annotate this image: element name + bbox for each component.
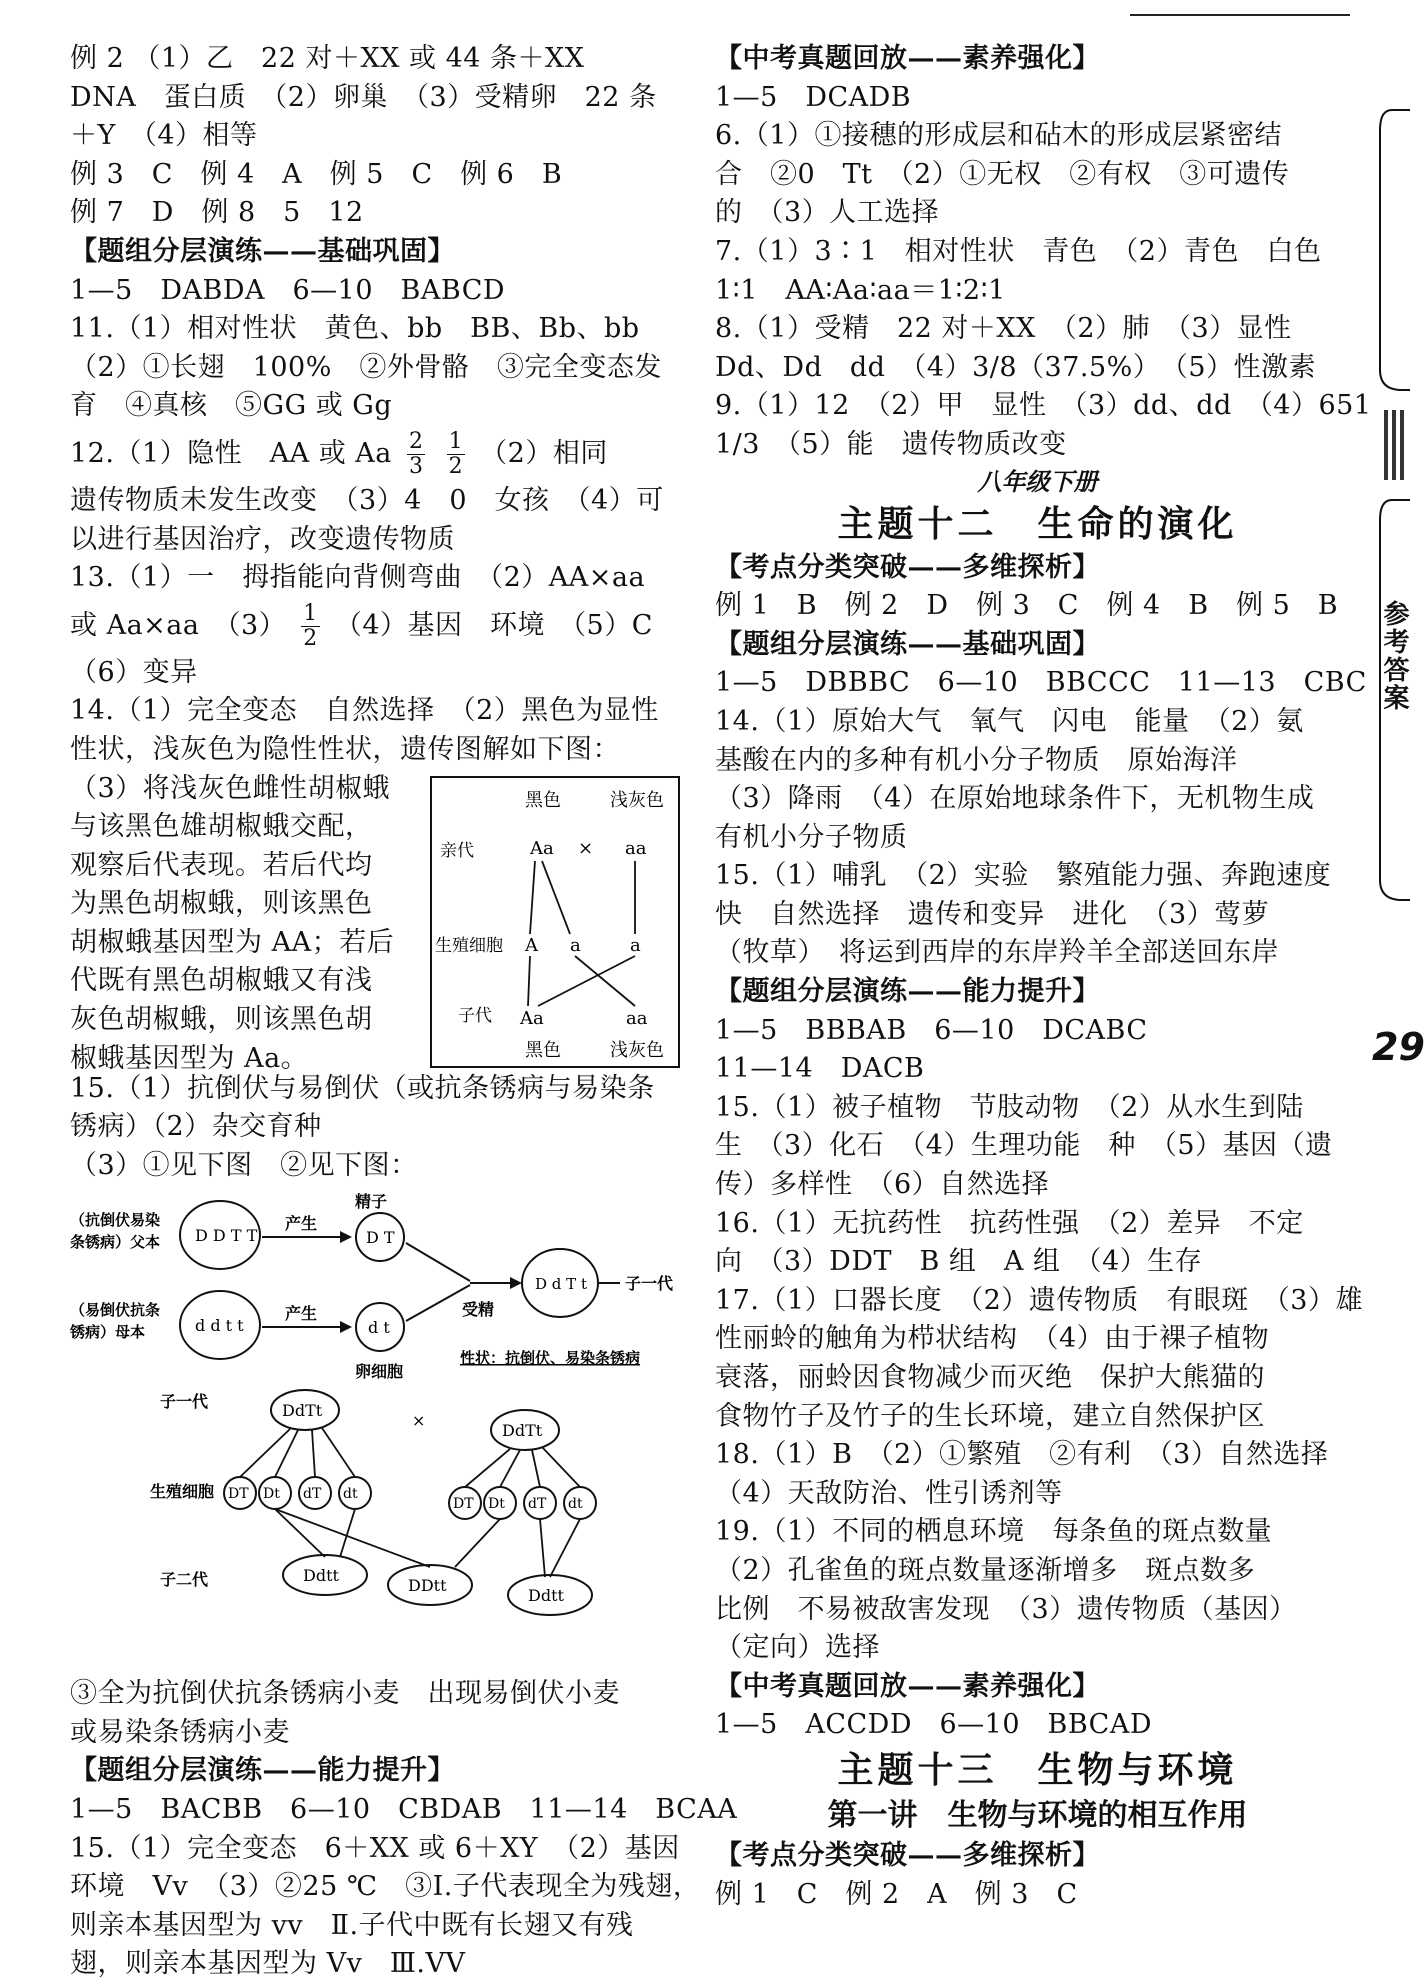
gamete-genotype: dt xyxy=(343,1486,358,1503)
left-column xyxy=(70,40,738,1984)
q15-father-genes: D D T T xyxy=(195,1226,258,1246)
left-lines-3 xyxy=(70,654,690,770)
q15-f1-genotype-2: DdTt xyxy=(502,1421,543,1441)
q14-label-grey: 浅灰色 xyxy=(610,789,664,811)
gamete-genotype: Dt xyxy=(263,1486,280,1503)
q15-cross-diagram xyxy=(70,1185,710,1665)
q14-row-gametes: 生殖细胞 xyxy=(435,935,503,956)
q15-f1-cross: × xyxy=(412,1411,426,1431)
text-line: 15.（1）抗倒伏与易倒伏（或抗条锈病与易染条 xyxy=(70,1072,655,1104)
right-lines-1 xyxy=(715,40,1372,465)
q15-sperm-genes: D T xyxy=(366,1228,395,1248)
text-line: 14.（1）原始大气 氧气 闪电 能量 （2）氨 xyxy=(715,705,1304,737)
gamete-genotype: dT xyxy=(303,1486,322,1503)
q14-row-offspring: 子代 xyxy=(458,1005,492,1026)
q12-text-b: （2）相同 xyxy=(480,437,608,469)
text-line: （6）变异 xyxy=(70,656,198,688)
topic-12-heading: 主题十二 生命的演化 xyxy=(837,502,1238,545)
text-line: 15.（1）被子植物 节肢动物 （2）从水生到陆 xyxy=(715,1091,1304,1123)
q15-father-label-2: 条锈病）父本 xyxy=(70,1233,161,1252)
q15-f2-offspring xyxy=(283,1555,592,1615)
text-line: 16.（1）无抗药性 抗药性强 （2）差异 不定 xyxy=(715,1207,1304,1239)
text-line: 11—14 DACB xyxy=(715,1053,925,1085)
text-line: （3）降雨 （4）在原始地球条件下，无机物生成 xyxy=(715,783,1315,815)
left-lines-5 xyxy=(70,1675,738,1984)
gamete-genotype: Dt xyxy=(488,1496,505,1513)
text-line: （2）孔雀鱼的斑点数量逐渐增多 斑点数多 xyxy=(715,1554,1256,1586)
q15-father-label-1: （抗倒伏易染 xyxy=(70,1211,161,1230)
text-line: 例 1 C 例 2 A 例 3 C xyxy=(715,1878,1078,1910)
text-line: 1—5 DABDA 6—10 BABCD xyxy=(70,274,506,306)
text-line: 或易染条锈病小麦 xyxy=(70,1716,290,1748)
text-line: 19.（1）不同的栖息环境 每条鱼的斑点数量 xyxy=(715,1516,1273,1548)
q13-fraction: $\frac{1}{2}$ xyxy=(303,600,318,651)
q15-f1-genotype-1: DdTt xyxy=(282,1401,323,1421)
left-lines-4 xyxy=(70,1070,690,1186)
text-line: （定向）选择 xyxy=(715,1632,880,1664)
text-line: DNA 蛋白质 （2）卵巢 （3）受精卵 22 条 xyxy=(70,81,657,113)
text-line: （4）天敌防治、性引诱剂等 xyxy=(715,1477,1063,1509)
q15-row-gametes: 生殖细胞 xyxy=(150,1482,215,1502)
text-line: 与该黑色雄胡椒蛾交配， xyxy=(70,811,373,843)
text-line: 【题组分层演练——基础巩固】 xyxy=(70,235,455,267)
q15-egg-label: 卵细胞 xyxy=(355,1362,404,1382)
q14-arrows xyxy=(528,861,635,1006)
text-line: 锈病）（2）杂交育种 xyxy=(70,1111,322,1143)
text-line: 15.（1）哺乳 （2）实验 繁殖能力强、奔跑速度 xyxy=(715,860,1332,892)
q12-text-a: 12.（1）隐性 AA 或 Aa xyxy=(70,437,392,469)
text-line: （2）①长翅 100% ②外骨骼 ③完全变态发 xyxy=(70,351,662,383)
page-number: 29 xyxy=(1372,1025,1425,1069)
grade-heading: 八年级下册 xyxy=(977,466,1098,496)
q14-parent-1: Aa xyxy=(530,837,554,859)
text-line: 18.（1）B （2）①繁殖 ②有利 （3）自然选择 xyxy=(715,1439,1329,1471)
q14-inheritance-diagram xyxy=(430,776,680,1068)
text-line: 【中考真题回放——素养强化】 xyxy=(715,1670,1100,1702)
text-line: （3）①见下图 ②见下图： xyxy=(70,1149,418,1181)
text-line: 合 ②0 Tt （2）①无权 ②有权 ③可遗传 xyxy=(715,158,1290,190)
text-line: 则亲本基因型为 vv Ⅱ.子代中既有长翅又有残 xyxy=(70,1909,634,1941)
q13-line xyxy=(70,598,690,654)
q13-text-b: （4）基因 环境 （5）C xyxy=(334,609,653,641)
text-line: 代既有黑色胡椒蛾又有浅 xyxy=(70,965,373,997)
text-line: 【考点分类突破——多维探析】 xyxy=(715,551,1100,583)
q15-produce-1: 产生 xyxy=(285,1214,318,1234)
text-line: 1/3 （5）能 遗传物质改变 xyxy=(715,428,1067,460)
gamete-genotype: DT xyxy=(453,1496,474,1513)
text-line: 椒蛾基因型为 Aa。 xyxy=(70,1042,309,1074)
q15-row-f1: 子一代 xyxy=(160,1392,209,1412)
text-line: 灰色胡椒蛾，则该黑色胡 xyxy=(70,1004,373,1036)
lecture-1-heading: 第一讲 生物与环境的相互作用 xyxy=(827,1797,1248,1833)
text-line: 7.（1）3∶1 相对性状 青色 （2）青色 白色 xyxy=(715,235,1322,267)
right-lines-3 xyxy=(715,1837,1360,1914)
q15-gametes-left xyxy=(224,1477,371,1509)
q15-mother-genes: d d t t xyxy=(195,1316,244,1336)
q15-gametes-right xyxy=(449,1487,596,1519)
text-line: 生 （3）化石 （4）生理功能 种 （5）基因（遗 xyxy=(715,1130,1333,1162)
text-line: 为黑色胡椒蛾，则该黑色 xyxy=(70,888,373,920)
text-line: Dd、Dd dd （4）3/8（37.5%） （5）性激素 xyxy=(715,351,1317,383)
text-line: 以进行基因治疗，改变遗传物质 xyxy=(70,523,455,555)
q15-row-f2: 子二代 xyxy=(160,1570,209,1590)
q15-mother-label-2: 锈病）母本 xyxy=(70,1323,146,1342)
text-line: 有机小分子物质 xyxy=(715,821,908,853)
q14-child-1: Aa xyxy=(520,1007,544,1029)
gamete-genotype: dT xyxy=(528,1496,547,1513)
text-line: 食物竹子及竹子的生长环境，建立自然保护区 xyxy=(715,1400,1265,1432)
side-tab xyxy=(1372,110,1410,910)
q14-label-black: 黑色 xyxy=(525,789,561,811)
q12-fraction-1: $\frac{2}{3}$ xyxy=(408,428,424,479)
q14-parent-2: aa xyxy=(625,837,647,859)
text-line: 基酸在内的多种有机小分子物质 原始海洋 xyxy=(715,744,1238,776)
side-label: 参考答案 xyxy=(1379,600,1409,712)
q14-gamete-2: a xyxy=(570,934,581,956)
q14-row-parents: 亲代 xyxy=(440,840,474,861)
q15-produce-2: 产生 xyxy=(285,1304,318,1324)
text-line: 遗传物质未发生改变 （3）4 0 女孩 （4）可 xyxy=(70,484,664,516)
q14-gamete-1: A xyxy=(525,934,538,956)
top-rule xyxy=(1130,14,1350,16)
text-line: 1—5 BBBAB 6—10 DCABC xyxy=(715,1014,1148,1046)
text-line: 6.（1）①接穗的形成层和砧木的形成层紧密结 xyxy=(715,120,1282,152)
q15-sperm-label: 精子 xyxy=(355,1192,388,1212)
right-column xyxy=(715,40,1372,1914)
q15-f1-label: 子一代 xyxy=(625,1274,674,1294)
q14-child-2-trait: 浅灰色 xyxy=(610,1039,664,1061)
text-line: 观察后代表现。若后代均 xyxy=(70,849,373,881)
q14-gamete-3: a xyxy=(630,934,641,956)
text-line: 例 2 （1）乙 22 对＋XX 或 44 条＋XX xyxy=(70,43,585,74)
text-line: 【题组分层演练——基础巩固】 xyxy=(715,628,1100,660)
text-line: 13.（1）一 拇指能向背侧弯曲 （2）AA×aa xyxy=(70,562,646,594)
text-line: 【中考真题回放——素养强化】 xyxy=(715,43,1100,74)
q13-text-a: 或 Aa×aa （3） xyxy=(70,609,287,641)
q15-diagram-block xyxy=(70,1185,690,1675)
q15-egg-genes: d t xyxy=(368,1318,390,1338)
left-lines-1 xyxy=(70,40,690,426)
f2-genotype: DDtt xyxy=(408,1576,447,1596)
q15-mother-label-1: （易倒伏抗条 xyxy=(70,1301,161,1320)
q12-fraction-2: $\frac{1}{2}$ xyxy=(448,428,464,479)
text-line: 9.（1）12 （2）甲 显性 （3）dd、dd （4）651 xyxy=(715,390,1372,422)
text-line: 翅，则亲本基因型为 Vv Ⅲ.VV xyxy=(70,1948,466,1980)
text-line: 向 （3）DDT B 组 A 组 （4）生存 xyxy=(715,1246,1203,1278)
text-line: 8.（1）受精 22 对＋XX （2）肺 （3）显性 xyxy=(715,313,1292,345)
text-line: 1—5 DCADB xyxy=(715,81,912,113)
text-line: 胡椒蛾基因型为 AA；若后 xyxy=(70,926,395,958)
text-line: 【题组分层演练——能力提升】 xyxy=(70,1755,455,1787)
gamete-genotype: dt xyxy=(568,1496,583,1513)
q14-cross: × xyxy=(578,837,594,859)
text-line: 1∶1 AA∶Aa∶aa＝1∶2∶1 xyxy=(715,274,1006,306)
text-line: 11.（1）相对性状 黄色、bb BB、Bb、bb xyxy=(70,313,640,345)
text-line: 性状，浅灰色为隐性性状，遗传图解如下图： xyxy=(70,733,620,765)
q14-child-1-trait: 黑色 xyxy=(525,1039,561,1061)
text-line: （牧草） 将运到西岸的东岸羚羊全部送回东岸 xyxy=(715,937,1279,969)
text-line: ③全为抗倒伏抗条锈病小麦 出现易倒伏小麦 xyxy=(70,1678,620,1710)
text-line: （3）将浅灰色雌性胡椒蛾 xyxy=(70,772,391,804)
q15-zygote-genes: D d T t xyxy=(535,1275,587,1294)
text-line: 传）多样性 （6）自然选择 xyxy=(715,1169,1050,1201)
text-line: 例 3 C 例 4 A 例 5 C 例 6 B xyxy=(70,158,563,190)
text-line: 性丽蛉的触角为栉状结构 （4）由于裸子植物 xyxy=(715,1323,1270,1355)
text-line: 17.（1）口器长度 （2）遗传物质 有眼斑 （3）雄 xyxy=(715,1284,1363,1316)
text-line: 快 自然选择 遗传和变异 进化 （3）莺萝 xyxy=(715,898,1270,930)
q15-fertilize-label: 受精 xyxy=(462,1300,495,1320)
text-line: 14.（1）完全变态 自然选择 （2）黑色为显性 xyxy=(70,695,659,727)
f2-genotype: Ddtt xyxy=(303,1566,339,1586)
text-line: 例 1 B 例 2 D 例 3 C 例 4 B 例 5 B xyxy=(715,590,1339,622)
left-lines-2 xyxy=(70,482,690,598)
text-line: 【题组分层演练——能力提升】 xyxy=(715,976,1100,1008)
q15-trait: 性状：抗倒伏、易染条锈病 xyxy=(460,1349,641,1368)
text-line: 1—5 ACCDD 6—10 BBCAD xyxy=(715,1709,1152,1741)
text-line: 1—5 DBBBC 6—10 BBCCC 11—13 CBC xyxy=(715,667,1367,699)
f2-genotype: Ddtt xyxy=(528,1586,564,1606)
q14-child-2: aa xyxy=(626,1007,648,1029)
q12-line xyxy=(70,426,690,482)
text-line: 的 （3）人工选择 xyxy=(715,197,940,229)
topic-13-heading: 主题十三 生物与环境 xyxy=(837,1748,1238,1791)
text-line: 15.（1）完全变态 6＋XX 或 6＋XY （2）基因 xyxy=(70,1832,680,1864)
right-lines-2 xyxy=(715,549,1367,1745)
q14-block xyxy=(70,770,690,1074)
text-line: 【考点分类突破——多维探析】 xyxy=(715,1839,1100,1871)
q14-explanation xyxy=(70,770,420,1079)
text-line: 1—5 BACBB 6—10 CBDAB 11—14 BCAA xyxy=(70,1794,738,1826)
text-line: 环境 Vv （3）②25 ℃ ③Ⅰ.子代表现全为残翅， xyxy=(70,1871,701,1903)
text-line: 育 ④真核 ⑤GG 或 Gg xyxy=(70,390,393,422)
gamete-genotype: DT xyxy=(228,1486,249,1503)
text-line: ＋Y （4）相等 xyxy=(70,120,258,152)
text-line: 例 7 D 例 8 5 12 xyxy=(70,197,364,229)
text-line: 比例 不易被敌害发现 （3）遗传物质（基因） xyxy=(715,1593,1297,1625)
text-line: 衰落，丽蛉因食物减少而灭绝 保护大熊猫的 xyxy=(715,1362,1265,1393)
